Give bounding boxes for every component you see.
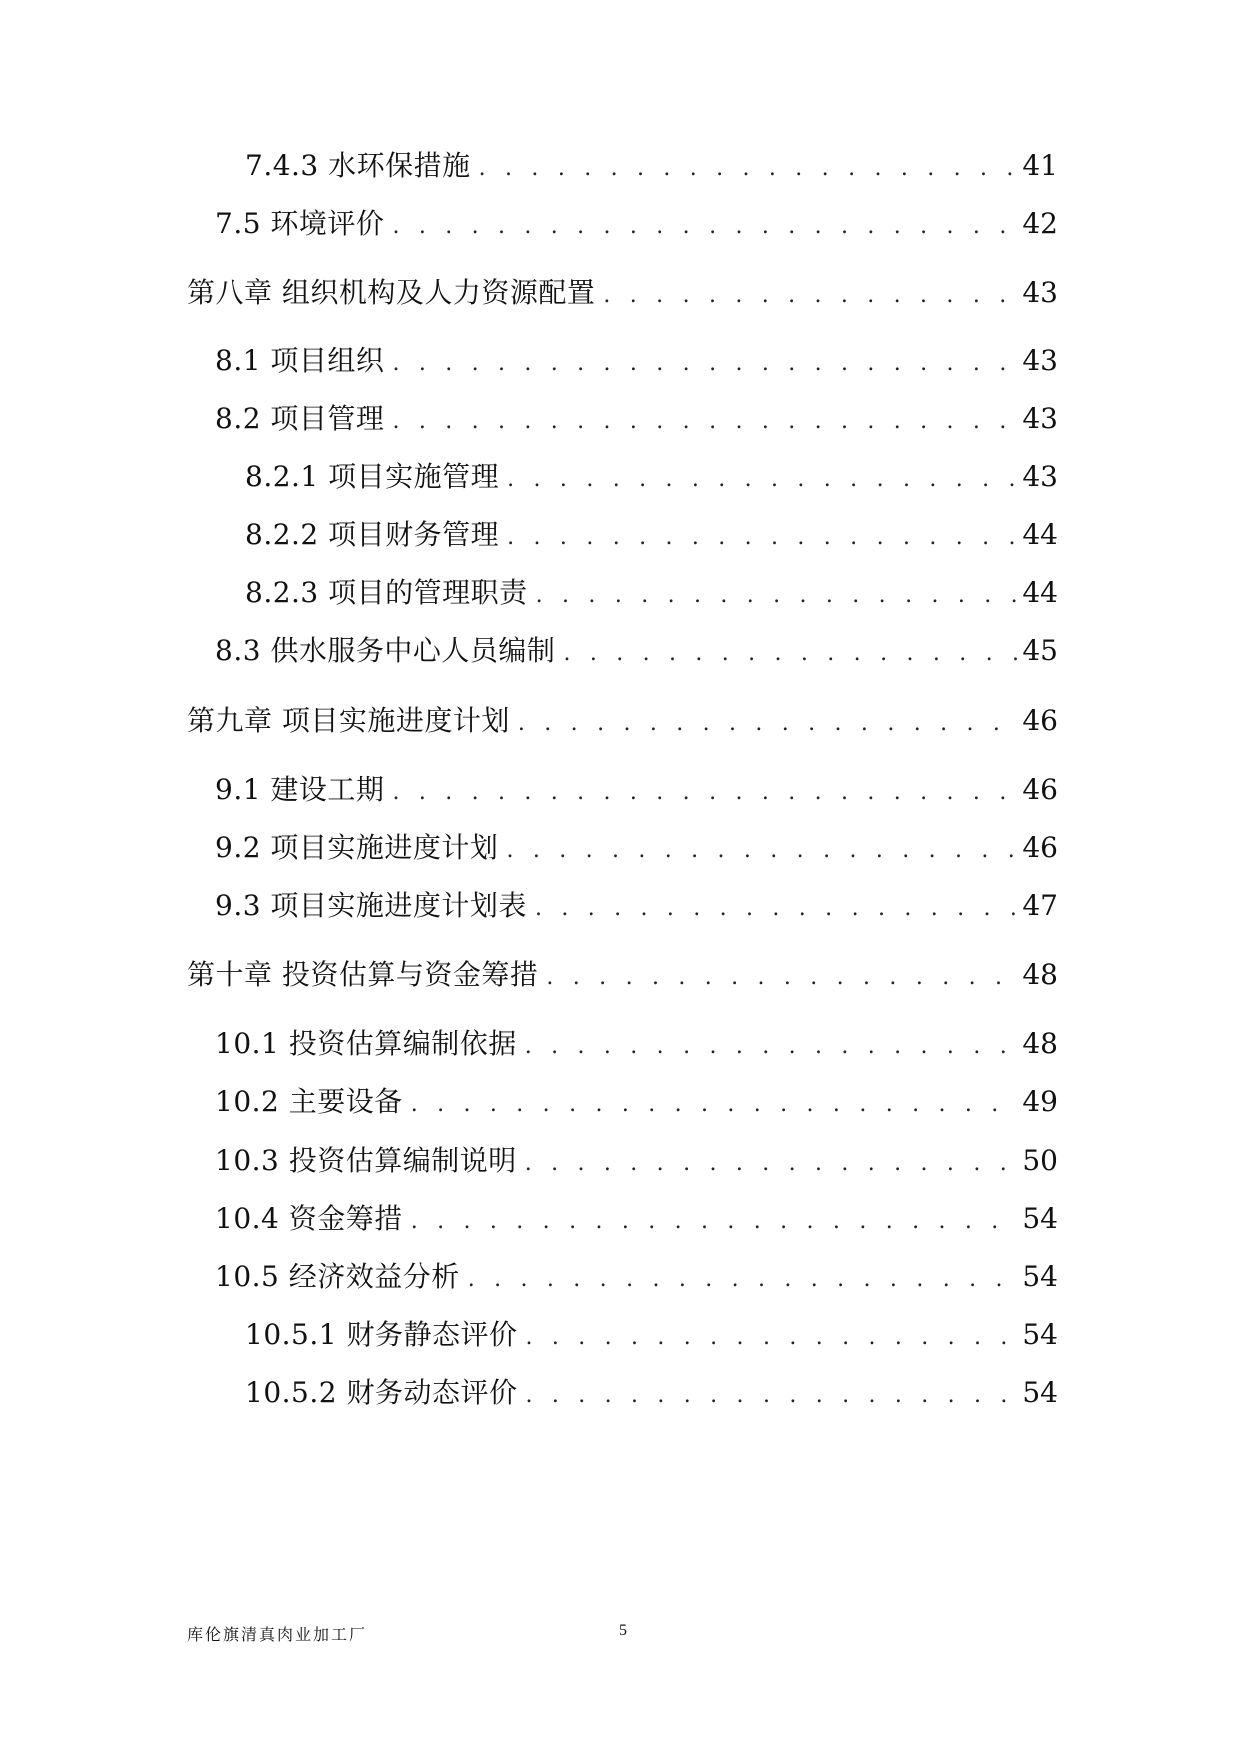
toc-entry-title: 第九章 项目实施进度计划: [187, 704, 510, 737]
toc-entry-page: 48: [1022, 958, 1058, 991]
toc-dot-leader: [546, 960, 1018, 996]
toc-entry[interactable]: [215, 1201, 1058, 1240]
toc-entry-page: 43: [1022, 344, 1058, 377]
toc-entry-title: 8.2.2 项目财务管理: [245, 518, 500, 551]
toc-entry[interactable]: [215, 343, 1058, 382]
toc-entry-title: 8.2.1 项目实施管理: [245, 460, 500, 493]
toc-dot-leader: [392, 404, 1018, 440]
toc-entry[interactable]: [215, 1026, 1058, 1065]
toc-entry-title: 8.1 项目组织: [215, 344, 385, 377]
toc-dot-leader: [506, 833, 1018, 869]
toc-dot-leader: [392, 346, 1018, 382]
toc-entry-page: 54: [1022, 1376, 1058, 1409]
toc-dot-leader: [518, 706, 1018, 742]
toc-entry-title: 8.3 供水服务中心人员编制: [215, 634, 556, 667]
toc-entry-page: 43: [1022, 460, 1058, 493]
toc-entry-title: 10.3 投资估算编制说明: [215, 1144, 517, 1177]
toc-entry-page: 43: [1022, 402, 1058, 435]
toc-entry-title: 8.2.3 项目的管理职责: [245, 576, 528, 609]
footer-organization: 库伦旗清真肉业加工厂: [187, 1625, 368, 1644]
toc-chapter-entry[interactable]: [187, 703, 1058, 742]
toc-entry-title: 9.2 项目实施进度计划: [215, 831, 499, 864]
toc-entry-page: 49: [1022, 1085, 1058, 1118]
toc-dot-leader: [525, 1320, 1018, 1356]
toc-entry-title: 7.4.3 水环保措施: [245, 149, 471, 182]
toc-entry[interactable]: [245, 1317, 1058, 1356]
toc-entry-page: 41: [1022, 149, 1058, 182]
toc-dot-leader: [603, 278, 1018, 314]
toc-entry-page: 46: [1022, 773, 1058, 806]
toc-entry-title: 第十章 投资估算与资金筹措: [187, 958, 539, 991]
toc-dot-leader: [507, 520, 1018, 556]
toc-entry[interactable]: [245, 575, 1058, 614]
toc-entry[interactable]: [215, 1143, 1058, 1182]
footer-page-number: 5: [619, 1622, 627, 1639]
toc-entry[interactable]: [215, 206, 1058, 245]
toc-dot-leader: [525, 1029, 1019, 1065]
toc-entry-page: 43: [1022, 276, 1058, 309]
toc-dot-leader: [392, 209, 1018, 245]
toc-entry-page: 50: [1022, 1144, 1058, 1177]
toc-dot-leader: [392, 775, 1018, 811]
toc-entry-page: 48: [1022, 1027, 1058, 1060]
toc-entry[interactable]: [215, 772, 1058, 811]
toc-entry-page: 42: [1022, 207, 1058, 240]
toc-entry-page: 46: [1022, 704, 1058, 737]
toc-entry-page: 54: [1022, 1318, 1058, 1351]
toc-entry-page: 44: [1022, 576, 1058, 609]
toc-entry-page: 44: [1022, 518, 1058, 551]
toc-entry-page: 54: [1022, 1202, 1058, 1235]
toc-entry[interactable]: [215, 633, 1058, 672]
toc-dot-leader: [525, 1378, 1018, 1414]
toc-entry-title: 10.1 投资估算编制依据: [215, 1027, 517, 1060]
toc-dot-leader: [411, 1204, 1019, 1240]
toc-entry[interactable]: [245, 1375, 1058, 1414]
toc-entry-title: 10.5.2 财务动态评价: [245, 1376, 518, 1409]
toc-entry[interactable]: [215, 401, 1058, 440]
toc-dot-leader: [507, 462, 1018, 498]
toc-entry-title: 7.5 环境评价: [215, 207, 385, 240]
toc-dot-leader: [536, 578, 1019, 614]
toc-entry-title: 9.1 建设工期: [215, 773, 385, 806]
toc-entry[interactable]: [215, 1259, 1058, 1298]
toc-entry[interactable]: [215, 1084, 1058, 1123]
page-footer: [187, 1622, 1058, 1650]
toc-dot-leader: [468, 1262, 1019, 1298]
toc-entry-title: 8.2 项目管理: [215, 402, 385, 435]
toc-chapter-entry[interactable]: [187, 275, 1058, 314]
toc-entry-page: 47: [1022, 889, 1058, 922]
toc-dot-leader: [563, 636, 1018, 672]
toc-entry-page: 46: [1022, 831, 1058, 864]
toc-entry-title: 10.5.1 财务静态评价: [245, 1318, 518, 1351]
toc-entry[interactable]: [245, 148, 1058, 187]
toc-dot-leader: [411, 1087, 1019, 1123]
toc-entry-page: 45: [1022, 634, 1058, 667]
toc-entry[interactable]: [245, 517, 1058, 556]
toc-entry-title: 第八章 组织机构及人力资源配置: [187, 276, 596, 309]
toc-entry[interactable]: [215, 830, 1058, 869]
toc-entry[interactable]: [245, 459, 1058, 498]
toc-entry-title: 10.4 资金筹措: [215, 1202, 403, 1235]
toc-entry-page: 54: [1022, 1260, 1058, 1293]
toc-dot-leader: [535, 891, 1018, 927]
toc-entry-title: 10.2 主要设备: [215, 1085, 403, 1118]
toc-dot-leader: [525, 1146, 1019, 1182]
toc-entry[interactable]: [215, 888, 1058, 927]
toc-entry-title: 9.3 项目实施进度计划表: [215, 889, 527, 922]
toc-entry-title: 10.5 经济效益分析: [215, 1260, 460, 1293]
toc-dot-leader: [479, 151, 1019, 187]
toc-chapter-entry[interactable]: [187, 957, 1058, 996]
